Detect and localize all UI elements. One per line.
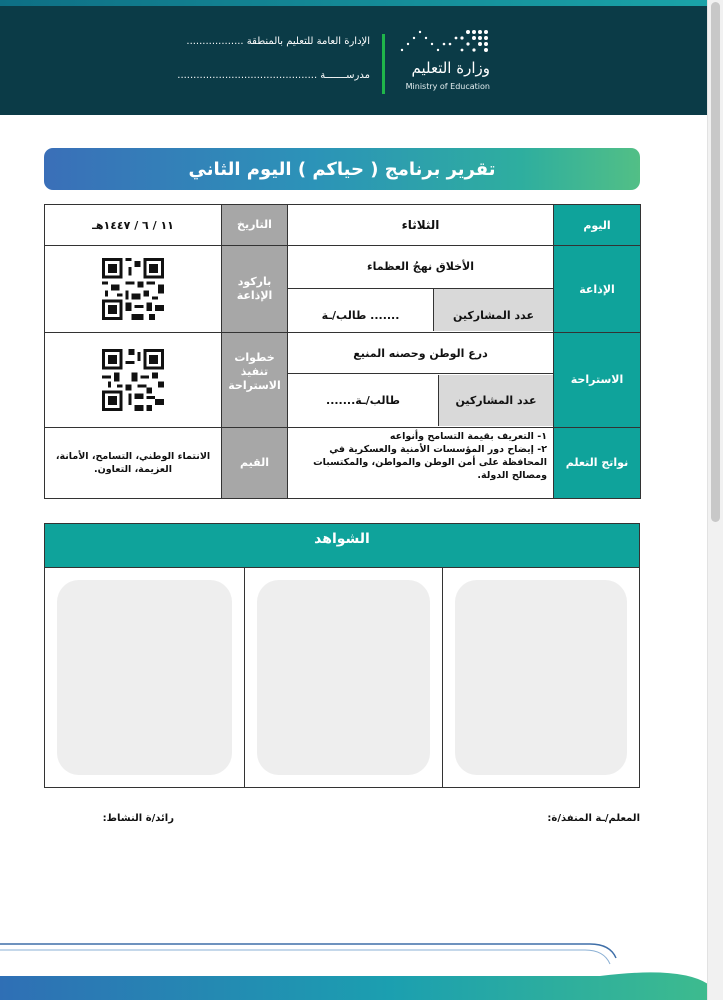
witness-photo-slot[interactable] xyxy=(45,568,244,787)
ministry-name-english: Ministry of Education xyxy=(405,82,490,91)
values-label: القيم xyxy=(222,427,288,498)
ministry-logo xyxy=(394,24,490,94)
broadcast-label: الإذاعة xyxy=(554,246,641,333)
broadcast-qr-icon[interactable] xyxy=(102,258,164,320)
ministry-logo-icon xyxy=(398,28,490,54)
footer-wave-decoration xyxy=(0,936,708,1000)
school-line: مدرســـــــة ............................................ xyxy=(177,70,370,81)
ministry-name-arabic: وزارة التعليم xyxy=(411,59,490,77)
barcode-label: باركود الإذاعة xyxy=(222,246,288,333)
values-text: الانتماء الوطني، التسامح، الأمانة، العزيمة، التعاون. xyxy=(45,427,222,498)
outcome-item: ١- التعريف بقيمة التسامح وأنواعه xyxy=(389,430,547,442)
steps-label: خطوات تنفيذ الاستراحة xyxy=(222,332,288,427)
outcomes-label: نواتج التعلم xyxy=(554,427,641,498)
photo-placeholder xyxy=(257,580,430,775)
broadcast-participants-label: عدد المشاركين xyxy=(433,289,553,331)
report-table xyxy=(44,204,641,499)
break-label: الاستراحة xyxy=(554,332,641,427)
witness-photo-slot[interactable] xyxy=(245,568,442,787)
admin-line: الإدارة العامة للتعليم بالمنطقة .................. xyxy=(186,36,370,47)
witnesses-title: الشواهد xyxy=(45,524,639,568)
witness-divider xyxy=(244,568,245,787)
header-band xyxy=(0,0,708,115)
date-label: التاريخ xyxy=(222,205,288,246)
activity-leader-signature-label: رائد/ة النشاط: xyxy=(102,813,174,824)
break-topic: درع الوطن وحصنه المنيع xyxy=(288,332,554,373)
header-top-stripe xyxy=(0,0,708,6)
break-participants-cell xyxy=(288,374,554,428)
report-title: تقرير برنامج ( حياكم ) اليوم الثاني xyxy=(44,148,640,190)
scrollbar-thumb[interactable] xyxy=(711,2,720,522)
day-label: اليوم xyxy=(554,205,641,246)
break-participants-label: عدد المشاركين xyxy=(438,375,553,426)
outcome-item: ٢- إيضاح دور المؤسسات الأمنية والعسكرية في المحافظة على أمن الوطن والمواطن، والمكتسبات ومصالح الدولة. xyxy=(313,443,547,481)
broadcast-qr-cell xyxy=(45,246,222,333)
day-value: الثلاثاء xyxy=(288,205,554,246)
witness-photo-slot[interactable] xyxy=(443,568,639,787)
teacher-signature-label: المعلم/ـة المنفذ/ة: xyxy=(547,813,640,824)
break-participants-value: طالب/ـة....... xyxy=(326,393,400,407)
broadcast-topic: الأخلاق نهجُ العظماء xyxy=(288,246,554,288)
witness-divider xyxy=(442,568,443,787)
header-divider xyxy=(382,34,385,94)
break-qr-icon[interactable] xyxy=(102,349,164,411)
vertical-scrollbar[interactable] xyxy=(707,0,723,1000)
witnesses-section xyxy=(44,523,640,788)
broadcast-participants-cell xyxy=(288,288,554,332)
outcomes-cell xyxy=(288,427,554,498)
broadcast-participants-value: ....... طالب/ـة xyxy=(321,308,400,322)
photo-placeholder xyxy=(455,580,627,775)
date-value: ١١ / ٦ / ١٤٤٧هـ xyxy=(45,205,222,246)
break-qr-cell xyxy=(45,332,222,427)
photo-placeholder xyxy=(57,580,232,775)
